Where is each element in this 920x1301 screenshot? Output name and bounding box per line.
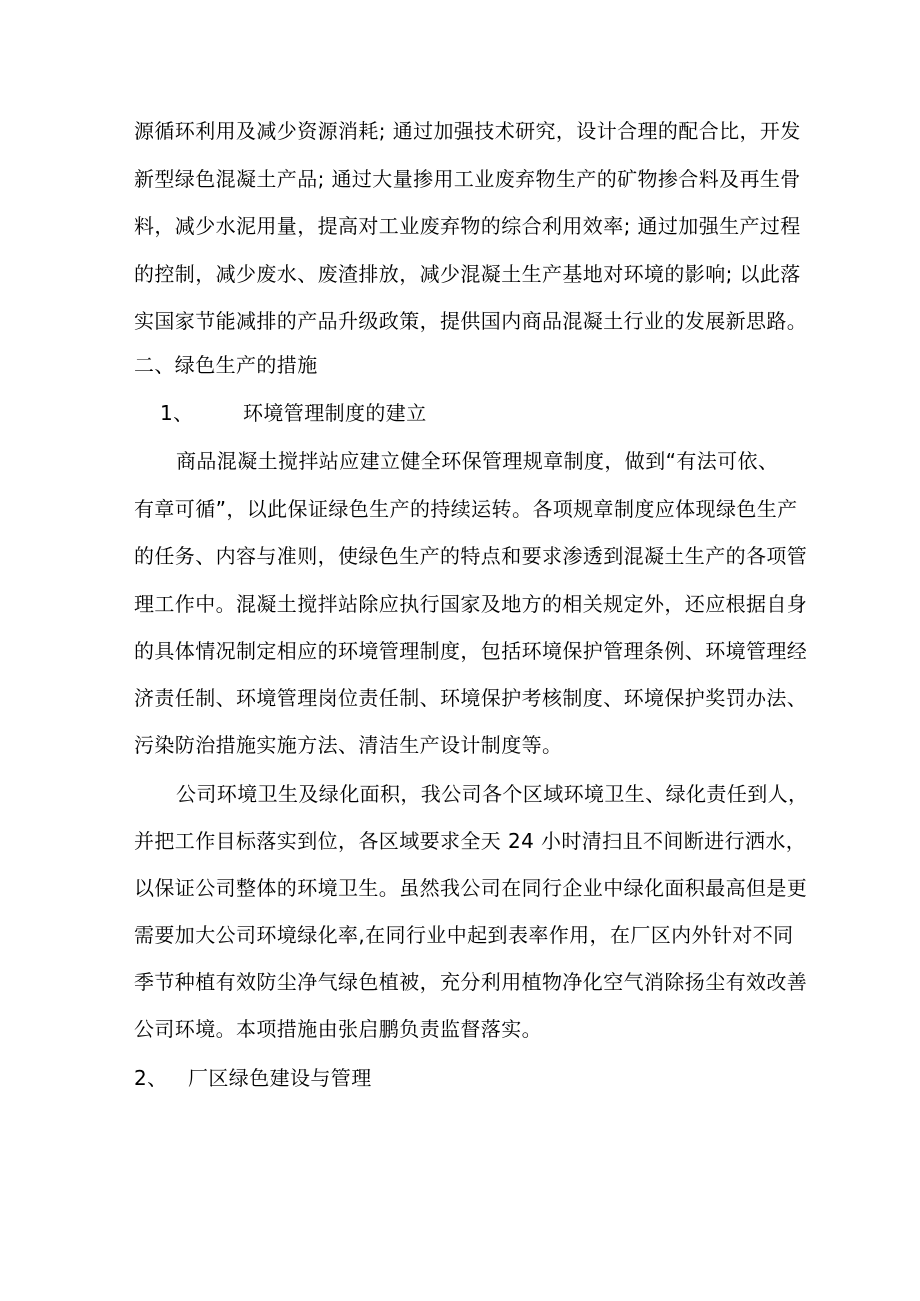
- paragraph-1-line-3: 的任务、内容与准则，使绿色生产的特点和要求渗透到混凝土生产的各项管: [134, 544, 808, 568]
- subheading-1: [160, 399, 194, 427]
- subheading-2-title: 厂区绿色建设与管理: [188, 1066, 372, 1090]
- intro-line-2: 新型绿色混凝土产品; 通过大量掺用工业废弃物生产的矿物掺合料及再生骨: [134, 167, 801, 191]
- paragraph-1-line-7: 污染防治措施实施方法、清洁生产设计制度等。: [134, 733, 563, 757]
- paragraph-2-line-2: 并把工作目标落实到位，各区域要求全天 24 小时清扫且不间断进行洒水，: [134, 829, 807, 853]
- paragraph-1-line-1: 商品混凝土搅拌站应建立健全环保管理规章制度，做到“有法可依、: [176, 449, 779, 473]
- section-heading: 二、绿色生产的措施: [134, 353, 318, 377]
- paragraph-2-line-6: 公司环境。本项措施由张启鹏负责监督落实。: [134, 1017, 542, 1041]
- subheading-1-title: 环境管理制度的建立: [243, 401, 427, 425]
- subheading-2-number: 2、: [134, 1066, 168, 1090]
- paragraph-2-line-5: 季节种植有效防尘净气绿色植被，充分利用植物净化空气消除扬尘有效改善: [134, 970, 808, 994]
- paragraph-2-line-3: 以保证公司整体的环境卫生。虽然我公司在同行企业中绿化面积最高但是更: [134, 876, 808, 900]
- paragraph-1-line-2: 有章可循”，以此保证绿色生产的持续运转。各项规章制度应体现绿色生产: [134, 497, 798, 521]
- paragraph-1-line-5: 的具体情况制定相应的环境管理制度，包括环境保护管理条例、环境管理经: [134, 639, 808, 663]
- paragraph-1-line-4: 理工作中。混凝土搅拌站除应执行国家及地方的相关规定外，还应根据自身: [134, 592, 808, 616]
- intro-line-1: 源循环利用及减少资源消耗; 通过加强技术研究，设计合理的配合比，开发: [134, 119, 801, 143]
- intro-line-4: 的控制，减少废水、废渣排放，减少混凝土生产基地对环境的影响; 以此落: [134, 262, 801, 286]
- subheading-2: [134, 1064, 168, 1092]
- paragraph-2-line-1: 公司环境卫生及绿化面积，我公司各个区域环境卫生、绿化责任到人，: [176, 782, 809, 806]
- paragraph-1-line-6: 济责任制、环境管理岗位责任制、环境保护考核制度、环境保护奖罚办法、: [134, 686, 808, 710]
- subheading-1-number: 1、: [160, 401, 194, 425]
- intro-line-5: 实国家节能减排的产品升级政策，提供国内商品混凝土行业的发展新思路。: [134, 309, 808, 333]
- intro-line-3: 料，减少水泥用量，提高对工业废弃物的综合利用效率; 通过加强生产过程: [134, 214, 801, 238]
- paragraph-2-line-4: 需要加大公司环境绿化率,在同行业中起到表率作用，在厂区内外针对不同: [134, 923, 794, 947]
